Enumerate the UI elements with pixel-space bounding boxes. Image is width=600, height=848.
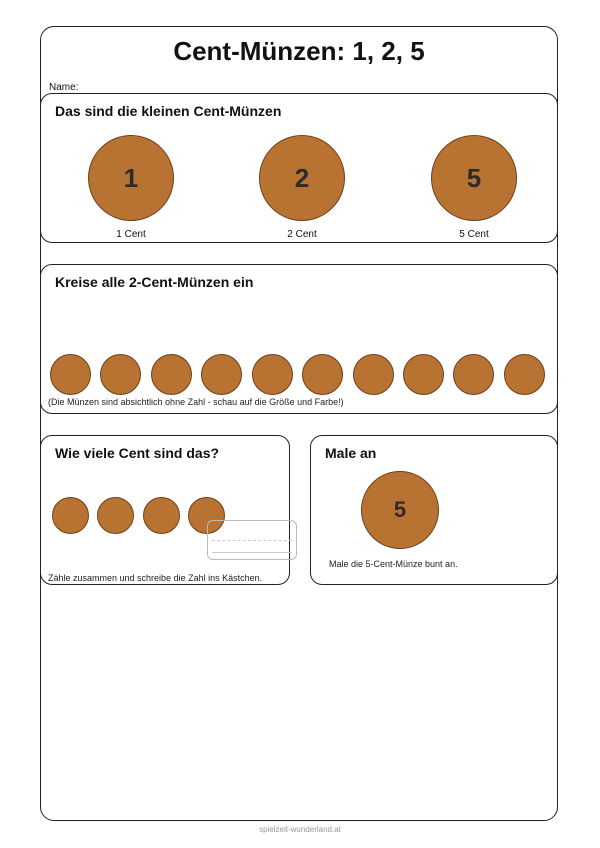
answer-box[interactable] xyxy=(207,520,297,560)
circle-coins-note: (Die Münzen sind absichtlich ohne Zahl - schau auf die Größe und Farbe!) xyxy=(48,397,344,407)
unlabeled-coin[interactable] xyxy=(353,354,394,395)
unlabeled-coin[interactable] xyxy=(504,354,545,395)
name-label: Name: xyxy=(49,82,79,93)
footer-credit: spielzeit-wunderland.at xyxy=(259,825,341,834)
coin-2-cent xyxy=(259,135,345,221)
answer-baseline xyxy=(212,552,292,553)
count-coin xyxy=(143,497,180,534)
coin-1-cent xyxy=(88,135,174,221)
count-coin xyxy=(52,497,89,534)
coin-1-value: 1 xyxy=(123,162,139,193)
coin-2-caption: 2 Cent xyxy=(287,229,317,240)
coin-5-cent xyxy=(431,135,517,221)
coin-1-caption: 1 Cent xyxy=(116,229,146,240)
circle-coins-heading: Kreise alle 2-Cent-Münzen ein xyxy=(55,274,254,290)
coin-2-value: 2 xyxy=(294,162,310,193)
page-title: Cent-Münzen: 1, 2, 5 xyxy=(173,36,425,66)
unlabeled-coin[interactable] xyxy=(201,354,242,395)
coin-5-value: 5 xyxy=(466,162,482,193)
count-instruction: Zähle zusammen und schreibe die Zahl ins Kästchen. xyxy=(48,573,263,583)
unlabeled-coin[interactable] xyxy=(151,354,192,395)
unlabeled-coin[interactable] xyxy=(302,354,343,395)
unlabeled-coin[interactable] xyxy=(252,354,293,395)
unlabeled-coin[interactable] xyxy=(100,354,141,395)
count-coin xyxy=(97,497,134,534)
count-heading: Wie viele Cent sind das? xyxy=(55,445,220,461)
unlabeled-coin[interactable] xyxy=(50,354,91,395)
answer-midline xyxy=(212,540,292,541)
color-coin-value: 5 xyxy=(393,497,407,522)
unlabeled-coin[interactable] xyxy=(453,354,494,395)
unlabeled-coin[interactable] xyxy=(403,354,444,395)
color-coin-5-cent[interactable] xyxy=(361,471,439,549)
color-heading: Male an xyxy=(325,445,377,461)
color-instruction: Male die 5-Cent-Münze bunt an. xyxy=(329,559,458,569)
small-coins-heading: Das sind die kleinen Cent-Münzen xyxy=(55,103,282,119)
coin-5-caption: 5 Cent xyxy=(459,229,489,240)
